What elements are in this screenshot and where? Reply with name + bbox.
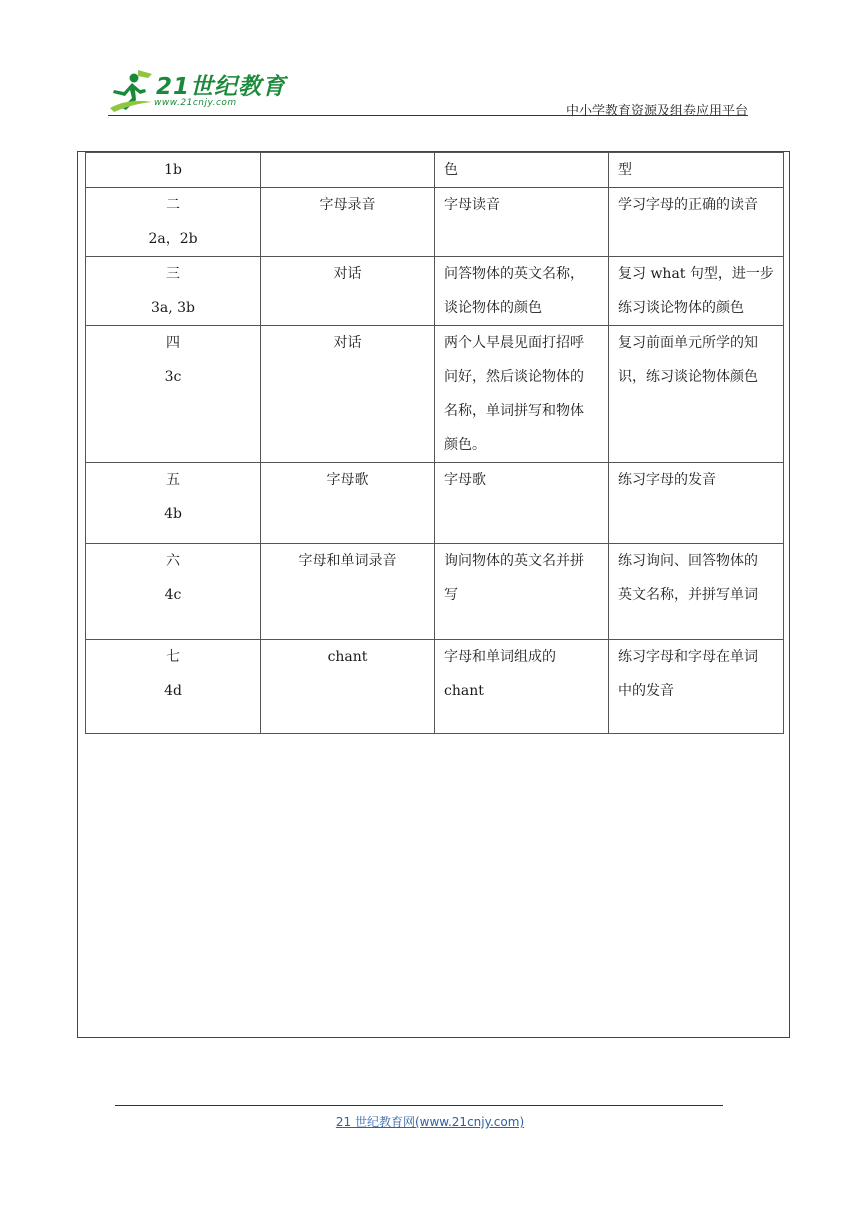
lesson-table — [85, 152, 784, 734]
cell-purpose — [609, 188, 784, 257]
table-row — [86, 544, 784, 640]
cell-purpose — [609, 640, 784, 734]
cell-line: chant — [327, 649, 368, 665]
cell-line: 字母和单词录音 — [298, 553, 397, 569]
table-row — [86, 188, 784, 257]
cell-activity — [261, 257, 435, 326]
cell-content — [435, 640, 609, 734]
cell-line: 谈论物体的颜色 — [444, 300, 542, 316]
cell-activity — [261, 544, 435, 640]
cell-activity — [261, 463, 435, 544]
cell-line: 写 — [444, 587, 458, 603]
cell-line: 复习前面单元所学的知 — [618, 335, 758, 351]
table-row — [86, 640, 784, 734]
cell-line: 3c — [164, 369, 182, 385]
table-row — [86, 463, 784, 544]
cell-purpose — [609, 326, 784, 463]
cell-line: 2a，2b — [148, 231, 198, 247]
cell-purpose — [609, 153, 784, 188]
cell-line: 色 — [444, 162, 458, 178]
cell-line: 英文名称，并拼写单词 — [618, 587, 758, 603]
cell-line: 对话 — [333, 266, 362, 282]
cell-activity — [261, 640, 435, 734]
cell-line: 字母读音 — [444, 197, 500, 213]
cell-section — [86, 153, 261, 188]
cell-line: 二 — [166, 197, 180, 213]
cell-line: 问答物体的英文名称， — [444, 266, 584, 282]
cell-line: 字母和单词组成的 — [444, 649, 556, 665]
cell-purpose — [609, 463, 784, 544]
cell-line: 三 — [166, 266, 180, 282]
cell-section — [86, 257, 261, 326]
cell-section — [86, 640, 261, 734]
cell-line: 练习谈论物体的颜色 — [618, 300, 744, 316]
cell-line: 两个人早晨见面打招呼 — [444, 335, 584, 351]
page-header — [108, 64, 748, 119]
table-row — [86, 153, 784, 188]
cell-line: chant — [444, 683, 484, 699]
logo-text: 21世纪教育 — [156, 74, 287, 100]
cell-line: 练习字母和字母在单词 — [618, 649, 758, 665]
cell-line: 字母歌 — [326, 472, 369, 488]
table-row — [86, 257, 784, 326]
cell-section — [86, 463, 261, 544]
logo-url: www.21cnjy.com — [154, 98, 237, 108]
cell-line: 3a, 3b — [150, 300, 196, 316]
cell-content — [435, 188, 609, 257]
cell-line: 复习 what 句型，进一步 — [618, 266, 774, 282]
cell-line: 练习询问、回答物体的 — [618, 553, 758, 569]
cell-line: 问好，然后谈论物体的 — [444, 369, 584, 385]
cell-line: 4b — [164, 506, 182, 522]
cell-section — [86, 188, 261, 257]
header-rule — [108, 115, 748, 116]
footer-link[interactable]: 21 世纪教育网(www.21cnjy.com) — [335, 1115, 525, 1129]
cell-line: 4d — [164, 683, 182, 699]
cell-activity — [261, 153, 435, 188]
cell-line: 中的发音 — [618, 683, 674, 699]
cell-line: 对话 — [333, 335, 362, 351]
cell-content — [435, 463, 609, 544]
cell-section — [86, 544, 261, 640]
logo — [108, 64, 308, 116]
cell-line: 五 — [166, 472, 180, 488]
cell-line: 七 — [166, 649, 180, 665]
cell-line: 颜色。 — [444, 437, 486, 453]
cell-line: 四 — [166, 335, 180, 351]
cell-content — [435, 544, 609, 640]
cell-line: 学习字母的正确的读音 — [618, 197, 758, 213]
cell-purpose — [609, 544, 784, 640]
lesson-table-body — [86, 153, 784, 734]
cell-purpose — [609, 257, 784, 326]
cell-activity — [261, 326, 435, 463]
cell-activity — [261, 188, 435, 257]
cell-line: 名称，单词拼写和物体 — [444, 403, 584, 419]
cell-content — [435, 257, 609, 326]
cell-line: 识，练习谈论物体颜色 — [618, 369, 758, 385]
cell-content — [435, 153, 609, 188]
header-tagline: 中小学教育资源及组卷应用平台 — [565, 104, 748, 119]
cell-line: 1b — [164, 162, 182, 178]
cell-line: 练习字母的发音 — [618, 472, 716, 488]
cell-section — [86, 326, 261, 463]
cell-line: 型 — [618, 162, 632, 178]
cell-line: 4c — [164, 587, 182, 603]
table-row — [86, 326, 784, 463]
cell-line: 六 — [166, 553, 180, 569]
cell-content — [435, 326, 609, 463]
footer-rule — [115, 1105, 723, 1106]
cell-line: 字母歌 — [444, 472, 486, 488]
cell-line: 字母录音 — [319, 197, 376, 213]
runner-logo-icon — [108, 68, 154, 112]
cell-line: 询问物体的英文名并拼 — [444, 553, 584, 569]
